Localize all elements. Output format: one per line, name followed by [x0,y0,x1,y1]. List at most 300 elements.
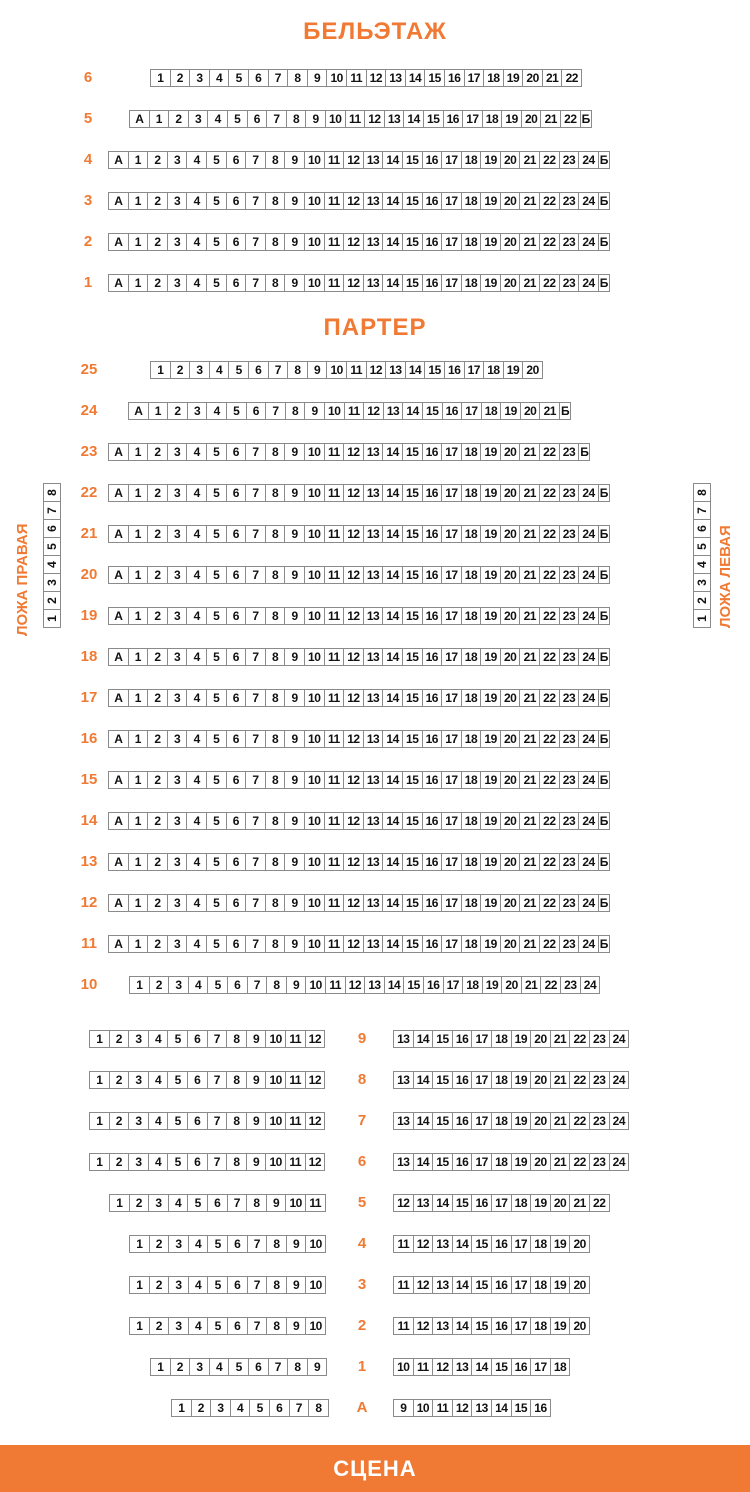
seat[interactable]: 17 [461,402,482,420]
seat[interactable]: 23 [559,771,580,789]
seat[interactable]: 19 [480,443,501,461]
seat[interactable]: 17 [441,689,462,707]
seat[interactable]: 17 [462,110,483,128]
seat[interactable]: 8 [226,1112,247,1130]
seat[interactable]: 13 [383,402,404,420]
seat[interactable]: 7 [245,274,266,292]
seat[interactable]: 22 [569,1112,590,1130]
seat[interactable]: 17 [441,525,462,543]
seat[interactable]: 7 [245,484,266,502]
seat[interactable]: 17 [441,935,462,953]
seat[interactable]: 13 [363,233,384,251]
seat[interactable]: 13 [393,1112,414,1130]
seat[interactable]: 3 [167,935,188,953]
seat[interactable]: 21 [519,771,540,789]
seat[interactable]: 16 [530,1399,551,1417]
seat[interactable]: 2 [147,812,168,830]
seat[interactable]: 1 [128,935,149,953]
seat[interactable]: 13 [363,689,384,707]
seat[interactable]: 23 [559,484,580,502]
seat[interactable]: 8 [308,1399,329,1417]
seat[interactable]: 17 [441,607,462,625]
seat[interactable]: 23 [559,233,580,251]
seat[interactable]: 21 [519,443,540,461]
seat[interactable]: 22 [539,192,560,210]
seat[interactable]: 17 [441,771,462,789]
seat[interactable]: А [108,894,129,912]
seat[interactable]: 3 [128,1071,149,1089]
seat[interactable]: 1 [150,361,171,379]
seat[interactable]: 23 [559,443,580,461]
seat[interactable]: 7 [245,443,266,461]
seat[interactable]: 10 [304,771,325,789]
seat[interactable]: 13 [363,484,384,502]
seat[interactable]: 10 [304,935,325,953]
seat[interactable]: 22 [539,443,560,461]
seat[interactable]: 1 [128,771,149,789]
seat[interactable]: 12 [343,689,364,707]
seat[interactable]: 11 [324,566,345,584]
seat[interactable]: 18 [491,1153,512,1171]
seat[interactable]: 16 [452,1153,473,1171]
seat[interactable]: 10 [305,1276,326,1294]
seat[interactable]: 9 [286,1317,307,1335]
seat[interactable]: 6 [207,1194,228,1212]
seat[interactable]: 9 [284,566,305,584]
seat[interactable]: 11 [324,730,345,748]
seat[interactable]: 10 [304,525,325,543]
seat[interactable]: 6 [248,361,269,379]
seat[interactable]: 24 [578,771,599,789]
seat[interactable]: 4 [209,361,230,379]
seat[interactable]: 14 [382,771,403,789]
seat[interactable]: 9 [284,443,305,461]
seat[interactable]: Б [599,153,608,167]
seat[interactable]: 24 [609,1112,630,1130]
seat[interactable]: 11 [393,1235,414,1253]
seat[interactable]: 22 [539,689,560,707]
seat[interactable]: 11 [324,812,345,830]
seat[interactable]: 13 [364,976,385,994]
seat[interactable]: 18 [481,402,502,420]
seat[interactable]: 17 [491,1194,512,1212]
seat[interactable]: 6 [226,730,247,748]
seat[interactable]: 14 [382,233,403,251]
seat[interactable]: 13 [363,894,384,912]
seat[interactable]: 18 [491,1030,512,1048]
seat[interactable]: 4 [188,1235,209,1253]
seat[interactable]: 18 [483,69,504,87]
seat[interactable]: 12 [413,1317,434,1335]
seat[interactable]: 9 [286,1276,307,1294]
seat[interactable]: 1 [150,69,171,87]
seat[interactable]: 24 [609,1071,630,1089]
seat[interactable]: 8 [266,976,287,994]
seat[interactable]: 20 [500,274,521,292]
seat[interactable]: 23 [559,525,580,543]
seat[interactable]: 22 [539,894,560,912]
seat[interactable]: 2 [170,1358,191,1376]
seat[interactable]: 9 [304,402,325,420]
seat[interactable]: 23 [559,689,580,707]
seat[interactable]: 3 [189,69,210,87]
seat[interactable]: 6 [227,1317,248,1335]
seat[interactable]: 20 [500,607,521,625]
seat[interactable]: 1 [128,812,149,830]
seat[interactable]: А [108,853,129,871]
seat[interactable]: 1 [89,1153,110,1171]
seat[interactable]: 6 [226,607,247,625]
seat[interactable]: 16 [422,566,443,584]
seat[interactable]: 4 [148,1112,169,1130]
seat[interactable]: 12 [343,274,364,292]
seat[interactable]: 12 [413,1235,434,1253]
seat[interactable]: 10 [393,1358,414,1376]
seat[interactable]: 4 [186,484,207,502]
seat[interactable]: 19 [503,361,524,379]
seat[interactable]: 20 [500,566,521,584]
seat[interactable]: 7 [247,1317,268,1335]
seat[interactable]: 19 [480,935,501,953]
seat[interactable]: 14 [413,1071,434,1089]
seat[interactable]: 12 [305,1071,326,1089]
seat[interactable]: 20 [500,484,521,502]
seat[interactable]: 2 [147,525,168,543]
seat[interactable]: 2 [129,1194,150,1212]
seat[interactable]: 19 [480,853,501,871]
seat[interactable]: 5 [167,1071,188,1089]
seat[interactable]: 17 [464,69,485,87]
seat[interactable]: 12 [343,648,364,666]
seat[interactable]: А [108,443,129,461]
seat[interactable]: 3 [128,1112,149,1130]
seat[interactable]: 24 [578,607,599,625]
seat[interactable]: 15 [511,1399,532,1417]
seat[interactable]: 10 [304,689,325,707]
box-seat[interactable] [43,537,61,556]
seat[interactable]: 9 [284,894,305,912]
seat[interactable]: 8 [266,1235,287,1253]
seat[interactable]: 12 [364,110,385,128]
seat[interactable]: 17 [441,274,462,292]
seat[interactable]: 4 [209,1358,230,1376]
seat[interactable]: 14 [402,402,423,420]
seat[interactable]: 1 [128,443,149,461]
seat[interactable]: 17 [441,151,462,169]
box-seat[interactable] [693,483,711,502]
seat[interactable]: 19 [550,1276,571,1294]
seat[interactable]: 20 [500,443,521,461]
seat[interactable]: 10 [326,69,347,87]
seat[interactable]: 3 [168,1317,189,1335]
seat[interactable]: 4 [186,730,207,748]
seat[interactable]: 22 [589,1194,610,1212]
seat[interactable]: 20 [530,1112,551,1130]
seat[interactable]: 23 [589,1153,610,1171]
seat[interactable]: 12 [305,1112,326,1130]
seat[interactable]: А [108,274,129,292]
seat[interactable]: 24 [609,1030,630,1048]
seat[interactable]: 13 [384,110,405,128]
seat[interactable]: 16 [444,361,465,379]
seat[interactable]: 11 [324,689,345,707]
seat[interactable]: 17 [471,1071,492,1089]
seat[interactable]: 7 [265,402,286,420]
seat[interactable]: 20 [530,1071,551,1089]
box-seat[interactable] [693,555,711,574]
seat[interactable]: 13 [363,853,384,871]
seat[interactable]: 10 [305,976,326,994]
seat[interactable]: 9 [246,1153,267,1171]
seat[interactable]: 15 [491,1358,512,1376]
seat[interactable]: 1 [128,648,149,666]
seat[interactable]: 9 [284,648,305,666]
seat[interactable]: 14 [452,1317,473,1335]
seat[interactable]: 15 [471,1235,492,1253]
seat[interactable]: 11 [324,233,345,251]
seat[interactable]: 6 [226,233,247,251]
seat[interactable]: 16 [422,894,443,912]
seat[interactable]: 6 [227,1235,248,1253]
seat[interactable]: 6 [226,812,247,830]
seat[interactable]: 6 [226,151,247,169]
seat[interactable]: 12 [343,566,364,584]
seat[interactable]: 5 [167,1153,188,1171]
seat[interactable]: 16 [422,730,443,748]
seat[interactable]: А [108,484,129,502]
seat[interactable]: 15 [402,192,423,210]
seat[interactable]: А [108,607,129,625]
seat[interactable]: 4 [188,976,209,994]
seat[interactable]: 17 [441,443,462,461]
seat[interactable]: 9 [284,484,305,502]
seat[interactable]: 9 [284,935,305,953]
seat[interactable]: 15 [402,689,423,707]
seat[interactable]: 4 [186,935,207,953]
seat[interactable]: 4 [186,274,207,292]
seat[interactable]: 21 [519,935,540,953]
seat[interactable]: 2 [147,274,168,292]
seat[interactable]: 5 [187,1194,208,1212]
seat[interactable]: 13 [452,1358,473,1376]
seat[interactable]: 16 [422,443,443,461]
seat[interactable]: 17 [441,648,462,666]
seat[interactable]: 17 [471,1153,492,1171]
seat[interactable]: 18 [530,1276,551,1294]
seat[interactable]: 1 [128,151,149,169]
seat[interactable]: 4 [148,1153,169,1171]
seat[interactable]: 17 [471,1112,492,1130]
seat[interactable]: 11 [285,1112,306,1130]
seat[interactable]: 5 [206,894,227,912]
seat[interactable]: 8 [265,484,286,502]
seat[interactable]: 2 [191,1399,212,1417]
seat[interactable]: 11 [324,525,345,543]
seat[interactable]: 14 [382,151,403,169]
seat[interactable]: 19 [482,976,503,994]
seat[interactable]: 14 [382,648,403,666]
seat[interactable]: 19 [511,1071,532,1089]
seat[interactable]: 14 [413,1112,434,1130]
seat[interactable]: 15 [403,976,424,994]
seat[interactable]: 17 [441,484,462,502]
seat[interactable]: 10 [304,853,325,871]
seat[interactable]: 18 [461,935,482,953]
box-seat[interactable] [693,573,711,592]
seat[interactable]: 9 [284,853,305,871]
seat[interactable]: 17 [441,192,462,210]
seat[interactable]: 9 [284,689,305,707]
seat[interactable]: 8 [265,730,286,748]
seat[interactable]: 12 [343,894,364,912]
seat[interactable]: 6 [226,192,247,210]
seat[interactable]: 5 [206,812,227,830]
seat[interactable]: 11 [393,1317,414,1335]
seat[interactable]: 18 [491,1071,512,1089]
seat[interactable]: 5 [206,566,227,584]
seat[interactable]: Б [581,112,590,126]
seat[interactable]: 7 [245,730,266,748]
seat[interactable]: 11 [324,648,345,666]
seat[interactable]: 4 [186,525,207,543]
seat[interactable]: 13 [393,1153,414,1171]
seat[interactable]: Б [599,276,608,290]
seat[interactable]: 1 [89,1112,110,1130]
seat[interactable]: 16 [444,69,465,87]
seat[interactable]: 19 [501,110,522,128]
seat[interactable]: 15 [432,1030,453,1048]
seat[interactable]: 24 [578,648,599,666]
seat[interactable]: 2 [147,853,168,871]
seat[interactable]: 5 [207,976,228,994]
seat[interactable]: 15 [402,566,423,584]
seat[interactable]: 13 [471,1399,492,1417]
seat[interactable]: А [108,525,129,543]
seat[interactable]: 4 [186,853,207,871]
seat[interactable]: 16 [422,648,443,666]
seat[interactable]: 20 [500,935,521,953]
seat[interactable]: 3 [167,443,188,461]
seat[interactable]: 10 [304,484,325,502]
seat[interactable]: 12 [343,443,364,461]
seat[interactable]: 6 [227,976,248,994]
seat[interactable]: 12 [343,935,364,953]
seat[interactable]: 5 [206,274,227,292]
seat[interactable]: 1 [128,689,149,707]
seat[interactable]: 13 [363,812,384,830]
seat[interactable]: 2 [149,976,170,994]
seat[interactable]: Б [599,527,608,541]
seat[interactable]: 21 [569,1194,590,1212]
seat[interactable]: 4 [230,1399,251,1417]
seat[interactable]: 1 [89,1071,110,1089]
seat[interactable]: 5 [207,1276,228,1294]
seat[interactable]: 4 [186,771,207,789]
seat[interactable]: 3 [189,361,210,379]
seat[interactable]: 1 [128,894,149,912]
seat[interactable]: 18 [482,110,503,128]
seat[interactable]: 22 [539,730,560,748]
seat[interactable]: 7 [245,771,266,789]
seat[interactable]: 1 [128,607,149,625]
seat[interactable]: 8 [265,233,286,251]
seat[interactable]: А [108,192,129,210]
seat[interactable]: 19 [480,274,501,292]
seat[interactable]: 8 [265,566,286,584]
seat[interactable]: 14 [384,976,405,994]
seat[interactable]: 7 [227,1194,248,1212]
seat[interactable]: 7 [245,853,266,871]
seat[interactable]: 16 [471,1194,492,1212]
seat[interactable]: 8 [226,1030,247,1048]
seat[interactable]: 11 [393,1276,414,1294]
seat[interactable]: 6 [226,853,247,871]
seat[interactable]: 15 [402,233,423,251]
seat[interactable]: 7 [207,1030,228,1048]
seat[interactable]: 24 [578,894,599,912]
seat[interactable]: 16 [443,110,464,128]
seat[interactable]: 13 [363,566,384,584]
seat[interactable]: 11 [324,274,345,292]
seat[interactable]: 19 [500,402,521,420]
seat[interactable]: 18 [461,771,482,789]
seat[interactable]: 5 [227,110,248,128]
seat[interactable]: 7 [247,976,268,994]
seat[interactable]: 9 [266,1194,287,1212]
seat[interactable]: Б [599,691,608,705]
seat[interactable]: 20 [520,402,541,420]
seat[interactable]: 14 [471,1358,492,1376]
seat[interactable]: 8 [265,151,286,169]
seat[interactable]: 11 [324,607,345,625]
seat[interactable]: 7 [245,812,266,830]
seat[interactable]: 20 [500,151,521,169]
seat[interactable]: 16 [422,812,443,830]
seat[interactable]: 7 [245,151,266,169]
seat[interactable]: 23 [559,274,580,292]
seat[interactable]: 20 [500,192,521,210]
seat[interactable]: 13 [432,1235,453,1253]
seat[interactable]: 23 [589,1030,610,1048]
seat[interactable]: 14 [413,1030,434,1048]
seat[interactable]: 14 [382,689,403,707]
seat[interactable]: 23 [589,1071,610,1089]
seat[interactable]: 23 [559,812,580,830]
seat[interactable]: 9 [284,730,305,748]
seat[interactable]: 15 [423,110,444,128]
seat[interactable]: 19 [480,812,501,830]
seat[interactable]: 16 [442,402,463,420]
seat[interactable]: 7 [247,1276,268,1294]
seat[interactable]: 3 [188,110,209,128]
seat[interactable]: 2 [167,402,188,420]
seat[interactable]: 11 [285,1071,306,1089]
seat[interactable]: 22 [539,607,560,625]
seat[interactable]: 15 [452,1194,473,1212]
seat[interactable]: 22 [540,976,561,994]
seat[interactable]: 8 [246,1194,267,1212]
seat[interactable]: 20 [522,69,543,87]
seat[interactable]: 9 [286,1235,307,1253]
seat[interactable]: 3 [210,1399,231,1417]
seat[interactable]: Б [599,194,608,208]
seat[interactable]: 16 [422,233,443,251]
seat[interactable]: 21 [519,566,540,584]
seat[interactable]: 10 [305,1235,326,1253]
seat[interactable]: 21 [519,525,540,543]
seat[interactable]: 22 [561,69,582,87]
seat[interactable]: 11 [324,484,345,502]
